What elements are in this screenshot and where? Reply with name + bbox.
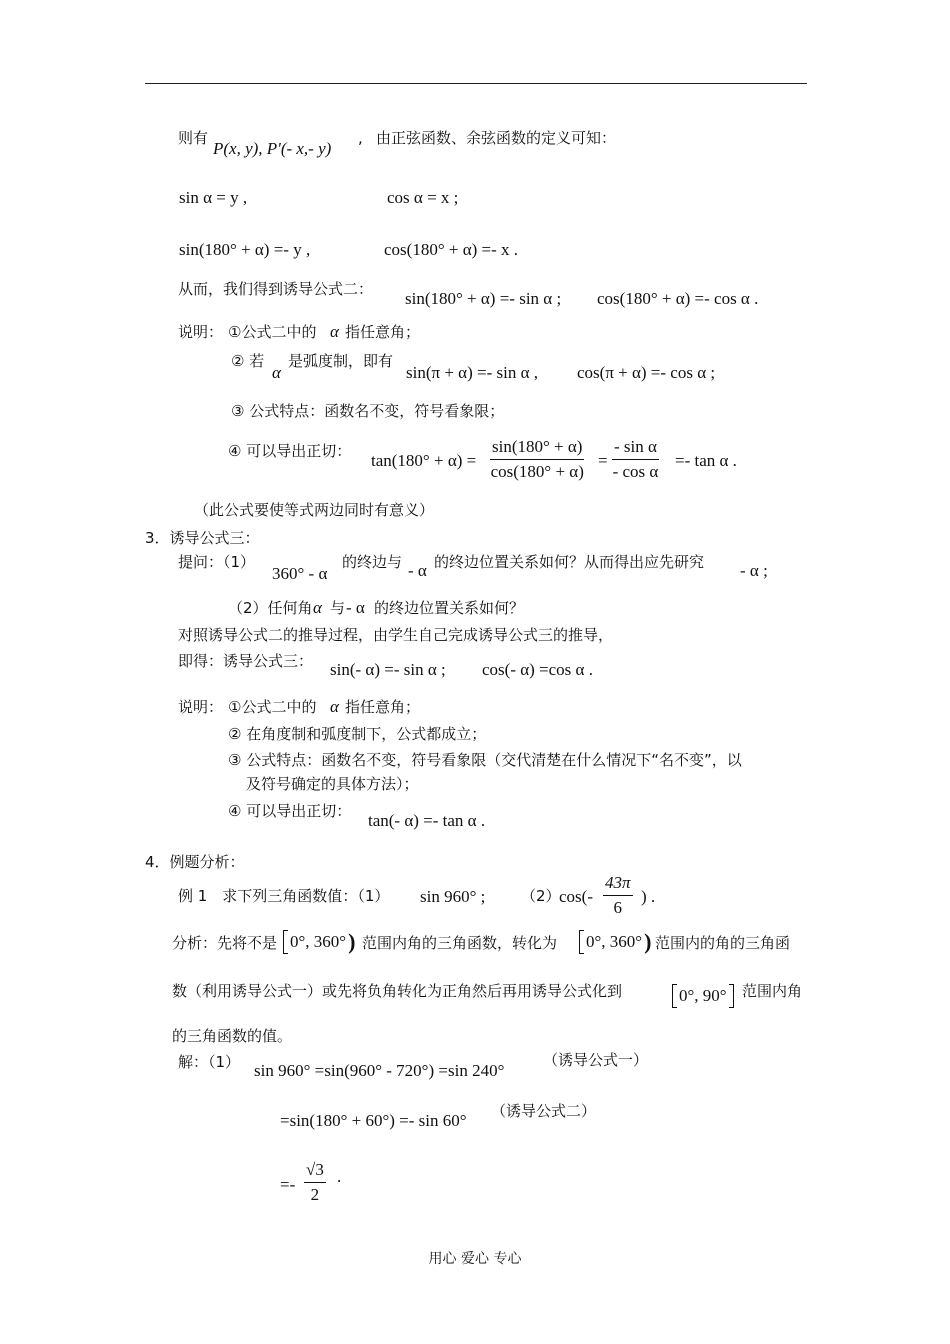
math-equals: =	[598, 451, 608, 470]
text-analysis-f: 的三角函数的值。	[172, 1027, 293, 1045]
math-def-sin2: sin(180° + α) =- y ,	[179, 240, 311, 259]
text-note3: ③ 公式特点：函数名不变，符号看象限；	[231, 402, 505, 420]
text-note1-b: 指任意角；	[345, 323, 421, 341]
text-note2-a: ② 若	[231, 352, 265, 370]
text-formula2-intro: 从而，我们得到诱导公式二：	[178, 280, 374, 298]
fraction-sin-over-cos	[490, 436, 584, 483]
text-analysis-b: 范围内角的三角函数，转化为	[362, 934, 558, 952]
text-comma: ,	[358, 129, 363, 147]
fraction-denominator: cos(180° + α)	[490, 462, 584, 481]
text-analysis-e: 范围内角	[742, 982, 803, 1000]
math-tan-neg: tan(- α) =- tan α .	[368, 811, 486, 830]
text-solution-note1: （诱导公式一）	[543, 1051, 649, 1069]
text-note4-a: ④ 可以导出正切：	[228, 442, 352, 460]
text-q2-label: （2）	[521, 887, 561, 905]
math-def-cos: cos α = x ;	[387, 188, 459, 207]
text-example1-label: 例 1 求下列三角函数值：（1）	[178, 887, 390, 905]
text-analysis-d: 数（利用诱导公式一）或先将负角转化为正角然后再用诱导公式化到	[172, 982, 623, 1000]
fraction-numerator: 43π	[603, 872, 633, 896]
math-formula2-cos: cos(180° + α) =- cos α .	[597, 289, 759, 308]
math-solution-step3-period: .	[337, 1167, 342, 1186]
math-alpha: α	[313, 598, 322, 617]
text-contrast: 对照诱导公式二的推导过程，由学生自己完成诱导公式三的推导，	[178, 626, 614, 644]
math-def-cos2: cos(180° + α) =- x .	[384, 240, 519, 259]
math-cos-open: cos(-	[559, 887, 593, 906]
text-q2-c: 的终边位置关系如何？	[374, 599, 525, 617]
fraction-denominator: 6	[613, 898, 623, 917]
math-note2-sin: sin(π + α) =- sin α ,	[406, 363, 538, 382]
text-note1-a: ①公式二中的	[228, 323, 317, 341]
interval-0-360: 0°, 360°)	[283, 930, 355, 954]
math-solution-step3-prefix: =-	[280, 1175, 296, 1194]
math-def-sin: sin α = y ,	[179, 188, 248, 207]
fraction-denominator: - cos α	[612, 462, 659, 481]
fraction-43pi-over-6	[603, 872, 633, 919]
text-n3-4: ④ 可以导出正切：	[228, 802, 352, 820]
text-n3-3b: 及符号确定的具体方法）；	[246, 775, 419, 793]
math-note4-lhs: tan(180° + α) =	[371, 451, 477, 470]
interval-text: 0°, 360°	[586, 932, 643, 952]
math-points: P(x, y), P'(- x,- y)	[213, 139, 332, 158]
text-line1-prefix: 则有	[178, 129, 209, 147]
text-note2-b: 是弧度制，即有	[288, 352, 394, 370]
math-solution-step2: =sin(180° + 60°) =- sin 60°	[280, 1111, 467, 1130]
math-solution-step1: sin 960° =sin(960° - 720°) =sin 240°	[254, 1061, 505, 1080]
text-q2-a: （2）任何角	[228, 599, 313, 617]
interval-text: 0°, 360°	[290, 932, 347, 952]
interval-0-360: 0°, 360°)	[579, 930, 651, 954]
text-analysis-a: 分析：先将不是	[172, 934, 278, 952]
text-q2-b: 与	[330, 599, 346, 617]
math-alpha: α	[330, 697, 339, 716]
math-formula2-sin: sin(180° + α) =- sin α ;	[405, 289, 562, 308]
fraction-numerator: - sin α	[612, 436, 659, 460]
math-360-minus-alpha: 360° - α	[272, 564, 328, 583]
footer: 用心 爱心 专心	[428, 1251, 522, 1267]
text-note4-paren: （此公式要使等式两边同时有意义）	[194, 501, 435, 519]
text-analysis-c: 范围内的角的三角函	[655, 934, 791, 952]
math-result-cos: cos(- α) =cos α .	[482, 660, 593, 679]
fraction-denominator: 2	[310, 1185, 320, 1204]
text-question-label: 提问：（1）	[178, 553, 256, 571]
text-n3-1a: ①公式二中的	[228, 698, 317, 716]
section-3-title: 3．诱导公式三：	[145, 529, 260, 547]
math-alpha: α	[272, 363, 281, 382]
interval-text: 0°, 90°	[679, 986, 727, 1006]
text-solution-label: 解：（1）	[178, 1053, 241, 1071]
math-cos-close: ) .	[641, 887, 656, 906]
fraction-sqrt3-over-2	[304, 1159, 326, 1206]
section-4-title: 4．例题分析：	[145, 853, 245, 871]
text-line1-suffix: 由正弦函数、余弦函数的定义可知：	[376, 129, 617, 147]
text-n3-2: ② 在角度制和弧度制下，公式都成立；	[228, 725, 487, 743]
text-q1-b: 的终边位置关系如何？从而得出应先研究	[434, 553, 705, 571]
text-n3-1b: 指任意角；	[345, 698, 421, 716]
fraction-neg-sin-over-neg-cos	[612, 436, 659, 483]
interval-0-90	[672, 984, 734, 1008]
math-note4-rhs: =- tan α .	[675, 451, 737, 470]
math-alpha: α	[330, 322, 339, 341]
header-rule	[145, 83, 807, 84]
math-neg-alpha: - α ;	[740, 561, 768, 580]
text-n3-3: ③ 公式特点：函数名不变，符号看象限（交代清楚在什么情况下“名不变”，以	[228, 751, 742, 769]
math-neg-alpha: - α	[408, 561, 427, 580]
math-sin960: sin 960° ;	[420, 887, 486, 906]
math-note2-cos: cos(π + α) =- cos α ;	[577, 363, 716, 382]
fraction-numerator: √3	[304, 1159, 326, 1183]
text-note-label-2: 说明：	[178, 698, 224, 716]
text-solution-note2: （诱导公式二）	[491, 1102, 597, 1120]
text-result-label: 即得：诱导公式三：	[178, 652, 314, 670]
fraction-numerator: sin(180° + α)	[490, 436, 584, 460]
math-result-sin: sin(- α) =- sin α ;	[330, 660, 446, 679]
text-q1-a: 的终边与	[342, 553, 403, 571]
math-neg-alpha: - α	[346, 598, 365, 617]
text-note-label: 说明：	[178, 323, 224, 341]
